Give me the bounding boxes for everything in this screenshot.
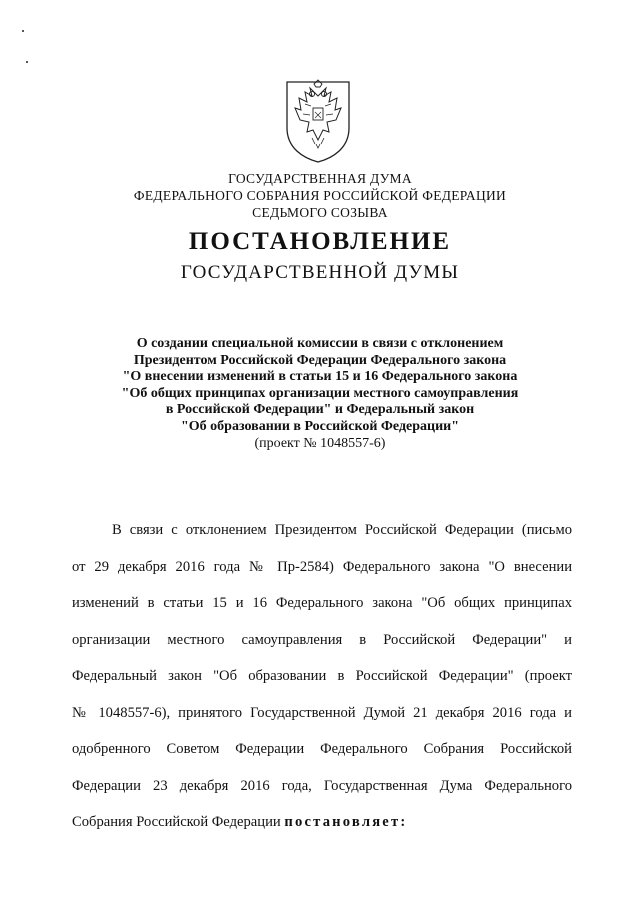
body-final-text: Собрания Российской Федерации bbox=[72, 814, 281, 830]
body-line: от 29 декабря 2016 года № Пр-2584) Федерального закона "О внесении bbox=[72, 558, 572, 575]
body-line: № 1048557-6), принятого Государственной Думой 21 декабря 2016 года и bbox=[72, 704, 572, 721]
subject-line: "Об общих принципах организации местного самоуправления bbox=[121, 385, 519, 401]
convocation: СЕДЬМОГО СОЗЫВА bbox=[252, 205, 388, 220]
draft-number: (проект № 1048557-6) bbox=[254, 435, 386, 451]
resolution-body bbox=[72, 512, 572, 841]
subject-line: "Об образовании в Российской Федерации" bbox=[181, 418, 459, 434]
body-line: В связи с отклонением Президентом Российской Федерации (письмо bbox=[112, 522, 572, 538]
subject-line: Президентом Российской Федерации Федерального закона bbox=[133, 352, 507, 368]
organization-name: ГОСУДАРСТВЕННАЯ ДУМА bbox=[228, 171, 412, 186]
subject-line: О создании специальной комиссии в связи с отклонением bbox=[136, 336, 504, 351]
resolves-keyword: постановляет: bbox=[284, 814, 408, 830]
body-line: Федерации 23 декабря 2016 года, Государственная Дума Федерального bbox=[72, 777, 572, 794]
resolution-subject bbox=[60, 336, 580, 452]
body-line: одобренного Советом Федерации Федерального Собрания Российской bbox=[72, 741, 572, 757]
body-line-final bbox=[72, 804, 572, 841]
document-type-title: ПОСТАНОВЛЕНИЕ bbox=[188, 228, 452, 255]
organization-parent: ФЕДЕРАЛЬНОГО СОБРАНИЯ РОССИЙСКОЙ ФЕДЕРАЦИИ bbox=[133, 188, 507, 203]
body-line: Федеральный закон "Об образовании в Российской Федерации" (проект bbox=[72, 668, 572, 684]
subject-line: в Российской Федерации" и Федеральный закон bbox=[165, 402, 475, 418]
document-issuer-subtitle: ГОСУДАРСТВЕННОЙ ДУМЫ bbox=[180, 262, 460, 283]
body-line: изменений в статьи 15 и 16 Федерального закона "Об общих принципах bbox=[72, 595, 572, 611]
scan-speck bbox=[22, 30, 24, 32]
russian-coat-of-arms-icon bbox=[283, 78, 353, 164]
subject-line: "О внесении изменений в статьи 15 и 16 Федерального закона bbox=[122, 369, 518, 385]
scan-speck bbox=[26, 61, 28, 63]
body-line: организации местного самоуправления в Российской Федерации" и bbox=[72, 631, 572, 648]
